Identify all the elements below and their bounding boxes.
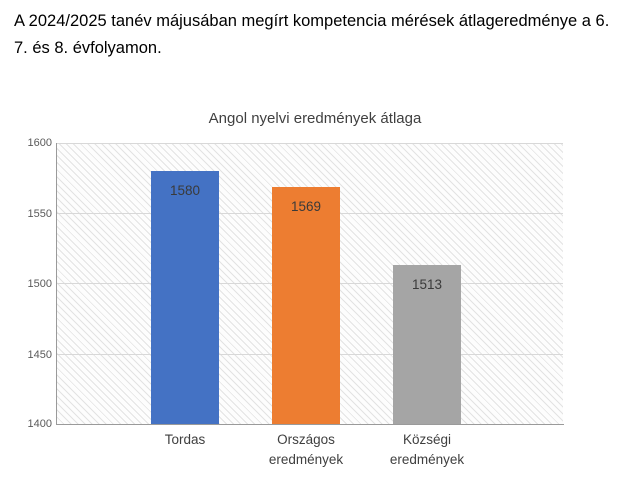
bar-value-label: 1569 xyxy=(290,199,322,214)
x-category-line: eredmények xyxy=(389,452,465,467)
bar-value-label: 1513 xyxy=(411,277,443,292)
plot-area xyxy=(56,143,563,424)
y-tick-label: 1550 xyxy=(27,207,52,220)
y-axis-tick-labels xyxy=(0,137,52,430)
y-tick-label: 1600 xyxy=(27,137,52,149)
x-category-tordas xyxy=(135,430,235,450)
x-category-line: Községi xyxy=(402,432,452,447)
gridline xyxy=(56,143,563,144)
bar-orszagos-eredmenyek xyxy=(272,187,340,424)
y-tick-label: 1450 xyxy=(27,348,52,361)
x-axis-category-labels xyxy=(56,430,563,496)
x-category-kozsegi-eredmenyek xyxy=(377,430,477,470)
x-category-line: Országos xyxy=(277,432,335,447)
x-axis-line xyxy=(56,424,564,425)
y-tick-label: 1400 xyxy=(27,418,52,430)
x-category-line: Tordas xyxy=(164,432,206,447)
bar-value-label: 1580 xyxy=(169,183,201,198)
y-axis-line xyxy=(56,143,57,425)
bar-tordas xyxy=(151,171,219,424)
y-tick-label: 1500 xyxy=(27,278,52,290)
page-title: A 2024/2025 tanév májusában megírt kompetencia mérések átlageredménye a 6. 7. és 8. évfolyamon. xyxy=(14,12,610,57)
chart xyxy=(0,100,630,499)
chart-title: Angol nyelvi eredmények átlaga xyxy=(208,110,422,127)
x-category-line: eredmények xyxy=(268,452,344,467)
x-category-orszagos-eredmenyek xyxy=(256,430,356,470)
bar-kozsegi-eredmenyek xyxy=(393,265,461,424)
